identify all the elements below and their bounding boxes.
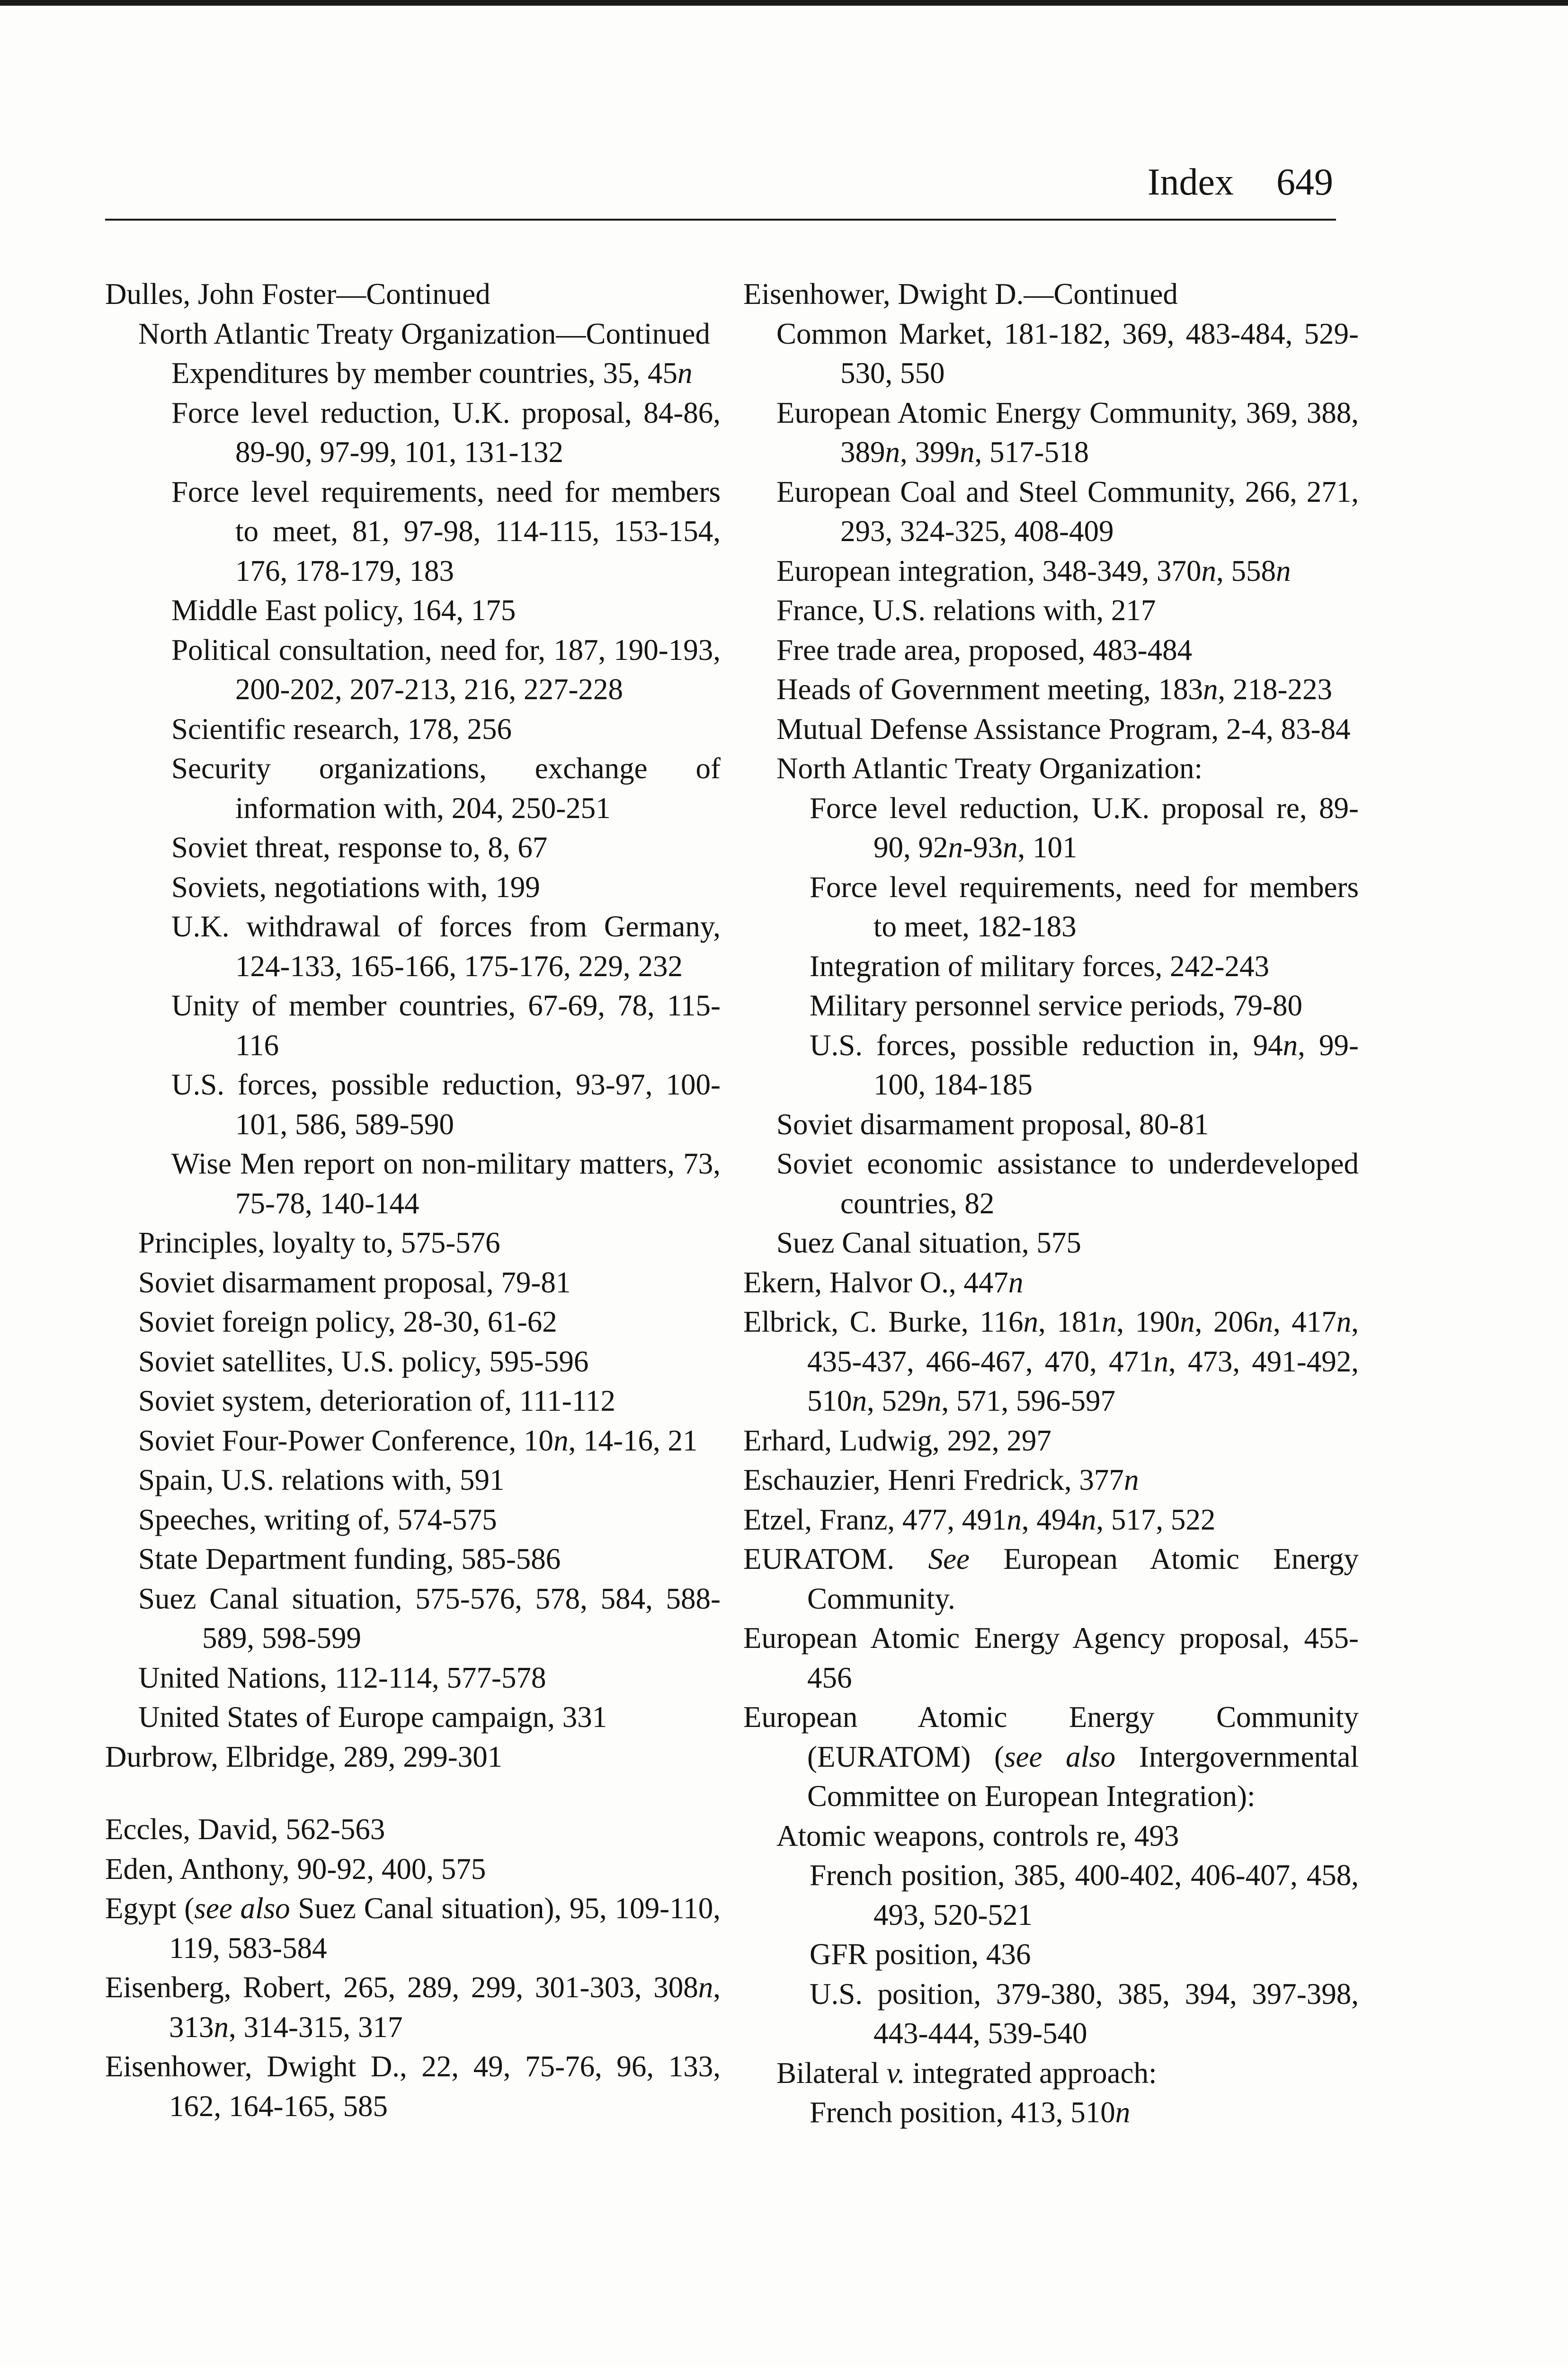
- index-entry: European Atomic Energy Community (EURATOM) (see also Intergovernmental Committee on European Integration):: [743, 1700, 1359, 1813]
- index-subentry: French position, 385, 400-402, 406-407, 458, 493, 520-521: [810, 1859, 1359, 1931]
- index-subentry: U.S. forces, possible reduction, 93-97, 100-101, 586, 589-590: [171, 1068, 721, 1141]
- index-subentry: Political consultation, need for, 187, 190-193, 200-202, 207-213, 216, 227-228: [171, 633, 721, 706]
- index-subentry: GFR position, 436: [810, 1938, 1031, 1971]
- index-subentry: Mutual Defense Assistance Program, 2-4, 83-84: [776, 712, 1351, 746]
- index-subentry: European Atomic Energy Community, 369, 388, 389n, 399n, 517-518: [776, 396, 1359, 469]
- index-subentry: Force level requirements, need for members to meet, 182-183: [810, 870, 1359, 943]
- index-subentry: Bilateral v. integrated approach:: [776, 2056, 1157, 2090]
- index-entry: Eden, Anthony, 90-92, 400, 575: [105, 1852, 486, 1886]
- index-subentry: United Nations, 112-114, 577-578: [138, 1661, 546, 1694]
- index-subentry: Soviet disarmament proposal, 79-81: [138, 1265, 571, 1299]
- index-subentry: United States of Europe campaign, 331: [138, 1700, 607, 1734]
- index-entry: Elbrick, C. Burke, 116n, 181n, 190n, 206n, 417n, 435-437, 466-467, 470, 471n, 473, 491-492, 510n, 529n, 571, 596-597: [743, 1305, 1359, 1417]
- index-subentry: Common Market, 181-182, 369, 483-484, 529-530, 550: [776, 317, 1359, 390]
- index-subentry: U.S. forces, possible reduction in, 94n, 99-100, 184-185: [810, 1028, 1359, 1101]
- index-column-left: [105, 275, 721, 2126]
- running-header: [1148, 163, 1333, 201]
- index-subentry: Wise Men report on non-military matters, 73, 75-78, 140-144: [171, 1147, 721, 1220]
- index-entry: Erhard, Ludwig, 292, 297: [743, 1424, 1051, 1457]
- header-title: Index: [1147, 161, 1234, 203]
- index-subentry: Expenditures by member countries, 35, 45n: [171, 356, 693, 390]
- index-subentry: State Department funding, 585-586: [138, 1542, 561, 1575]
- index-subentry: Suez Canal situation, 575: [776, 1226, 1081, 1259]
- index-subentry: European integration, 348-349, 370n, 558n: [776, 554, 1291, 587]
- index-subentry: Suez Canal situation, 575-576, 578, 584, 588-589, 598-599: [138, 1582, 721, 1655]
- index-subentry: Soviet disarmament proposal, 80-81: [776, 1107, 1209, 1141]
- index-entry: Dulles, John Foster—Continued: [105, 277, 490, 311]
- index-subentry: Middle East policy, 164, 175: [171, 594, 516, 627]
- index-subentry: Military personnel service periods, 79-80: [810, 989, 1302, 1022]
- index-column-right: [743, 275, 1359, 2133]
- index-entry: Eisenhower, Dwight D., 22, 49, 75-76, 96, 133, 162, 164-165, 585: [105, 2050, 721, 2123]
- index-subentry: Soviets, negotiations with, 199: [171, 870, 540, 904]
- index-subentry: Unity of member countries, 67-69, 78, 115-116: [171, 989, 721, 1062]
- index-entry: Eisenberg, Robert, 265, 289, 299, 301-303, 308n, 313n, 314-315, 317: [105, 1971, 721, 2044]
- index-subentry: North Atlantic Treaty Organization—Continued: [138, 317, 710, 350]
- index-entry: Durbrow, Elbridge, 289, 299-301: [105, 1740, 503, 1773]
- index-subentry: Integration of military forces, 242-243: [810, 949, 1269, 983]
- index-subentry: Soviet Four-Power Conference, 10n, 14-16, 21: [138, 1424, 698, 1457]
- index-subentry: Soviet foreign policy, 28-30, 61-62: [138, 1305, 557, 1338]
- index-entry: Egypt (see also Suez Canal situation), 95, 109-110, 119, 583-584: [105, 1892, 721, 1965]
- index-subentry: Heads of Government meeting, 183n, 218-223: [776, 673, 1332, 706]
- index-entry: Etzel, Franz, 477, 491n, 494n, 517, 522: [743, 1503, 1216, 1536]
- page-number: 649: [1276, 161, 1333, 203]
- index-subentry: Soviet satellites, U.S. policy, 595-596: [138, 1344, 589, 1378]
- index-subentry: Speeches, writing of, 574-575: [138, 1503, 497, 1536]
- index-subentry: Principles, loyalty to, 575-576: [138, 1226, 500, 1259]
- index-subentry: Soviet system, deterioration of, 111-112: [138, 1384, 615, 1417]
- index-subentry: Soviet threat, response to, 8, 67: [171, 831, 548, 864]
- index-subentry: Spain, U.S. relations with, 591: [138, 1463, 505, 1496]
- index-subentry: Force level requirements, need for members to meet, 81, 97-98, 114-115, 153-154, 176, 178-179, 183: [171, 475, 721, 587]
- index-subentry: European Coal and Steel Community, 266, 271, 293, 324-325, 408-409: [776, 475, 1359, 548]
- index-entry: European Atomic Energy Agency proposal, 455-456: [743, 1621, 1359, 1694]
- index-subentry: U.S. position, 379-380, 385, 394, 397-398, 443-444, 539-540: [810, 1977, 1359, 2050]
- section-gap: [105, 1777, 721, 1810]
- top-edge-rule: [0, 0, 1568, 6]
- index-entry: Eisenhower, Dwight D.—Continued: [743, 277, 1178, 311]
- index-subentry: North Atlantic Treaty Organization:: [776, 752, 1203, 785]
- index-subentry: Scientific research, 178, 256: [171, 712, 512, 746]
- index-entry: EURATOM. See European Atomic Energy Community.: [743, 1542, 1359, 1615]
- index-subentry: Force level reduction, U.K. proposal re, 89-90, 92n-93n, 101: [810, 791, 1359, 864]
- index-subentry: Force level reduction, U.K. proposal, 84-86, 89-90, 97-99, 101, 131-132: [171, 396, 721, 469]
- index-subentry: Security organizations, exchange of information with, 204, 250-251: [171, 752, 721, 825]
- index-subentry: Atomic weapons, controls re, 493: [776, 1819, 1179, 1852]
- index-subentry: Free trade area, proposed, 483-484: [776, 633, 1193, 667]
- header-rule: [105, 219, 1336, 221]
- index-entry: Ekern, Halvor O., 447n: [743, 1265, 1024, 1299]
- index-entry: Eccles, David, 562-563: [105, 1813, 385, 1846]
- index-subentry: French position, 413, 510n: [810, 2096, 1131, 2129]
- index-subentry: U.K. withdrawal of forces from Germany, 124-133, 165-166, 175-176, 229, 232: [171, 910, 721, 983]
- index-subentry: France, U.S. relations with, 217: [776, 594, 1156, 627]
- index-entry: Eschauzier, Henri Fredrick, 377n: [743, 1463, 1139, 1496]
- index-subentry: Soviet economic assistance to underdeveloped countries, 82: [776, 1147, 1359, 1220]
